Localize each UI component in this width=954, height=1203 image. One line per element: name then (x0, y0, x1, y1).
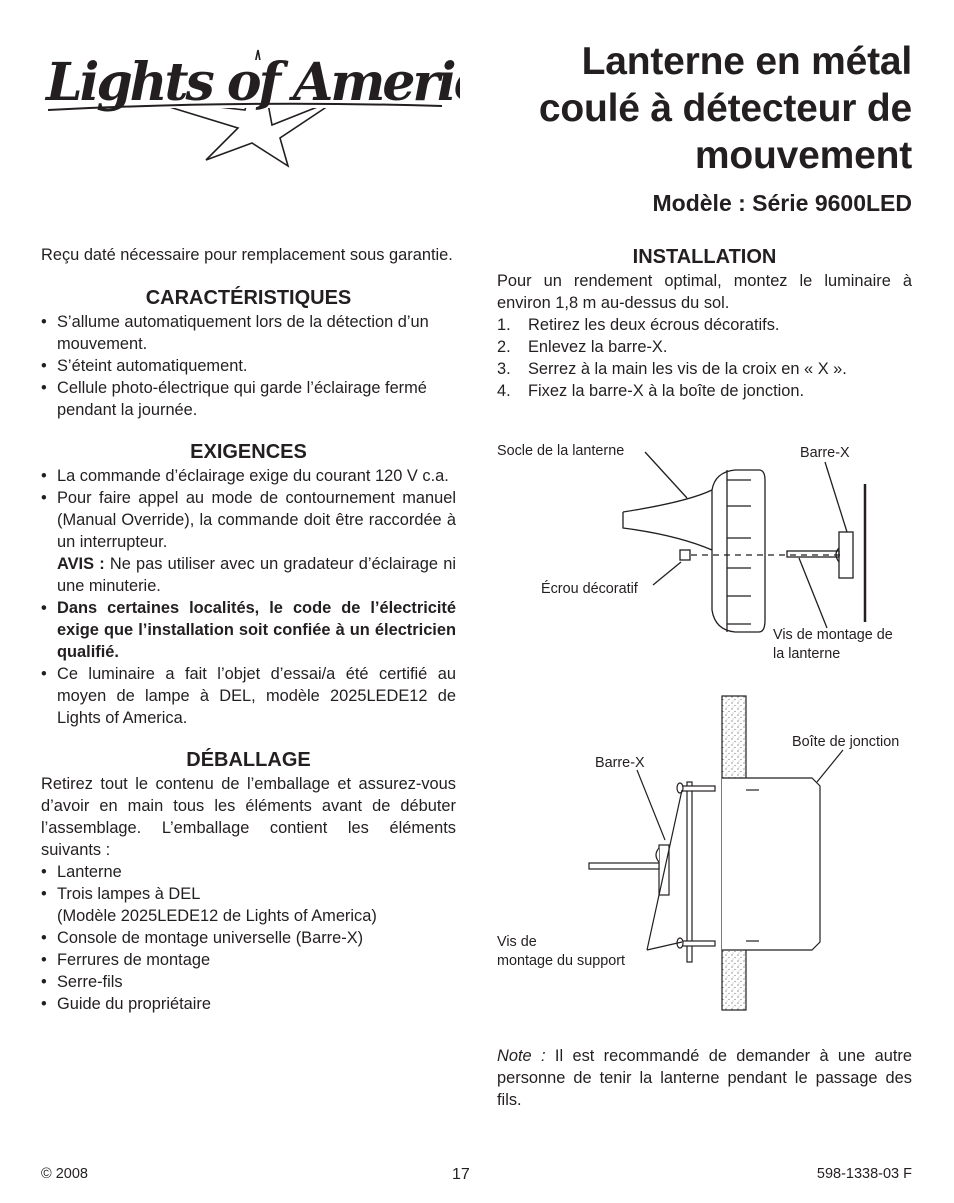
step-item (497, 380, 912, 402)
step-item (497, 314, 912, 336)
title-line: Lanterne en métal (581, 40, 912, 83)
list-item: • Serre-fils (41, 971, 456, 993)
label-line: Vis de montage de (773, 627, 893, 643)
list-item-text: Trois lampes à DEL (57, 885, 201, 903)
installation-steps (497, 314, 912, 402)
list-item: • Cellule photo-électrique qui garde l’éclairage fermé pendant la journée. (41, 377, 456, 421)
label-support-screws (497, 933, 625, 971)
step-number: 4. (497, 382, 511, 400)
step-text: Fixez la barre-X à la boîte de jonction. (528, 382, 805, 400)
requirements-heading: EXIGENCES (190, 441, 307, 463)
lantern-mount-diagram (497, 440, 917, 670)
list-item: • La commande d’éclairage exige du courant 120 V c.a. (41, 465, 456, 487)
unpacking-heading: DÉBALLAGE (186, 749, 311, 771)
installation-intro: Pour un rendement optimal, montez le luminaire à environ 1,8 m au-dessus du sol. (497, 272, 912, 312)
list-item: • S’allume automatiquement lors de la détection d’un mouvement. (41, 311, 456, 355)
label-line: la lanterne (773, 646, 841, 662)
label-x-bar: Barre-X (595, 755, 645, 771)
warranty-note: Reçu daté nécessaire pour remplacement sous garantie. (41, 246, 453, 264)
brand-logo (40, 40, 460, 170)
label-line: montage du support (497, 953, 626, 969)
list-item: • Lanterne (41, 861, 456, 883)
step-text: Serrez à la main les vis de la croix en « X ». (528, 360, 847, 378)
registered-mark: ® (442, 90, 449, 100)
contents-list (41, 861, 456, 1015)
features-list (41, 311, 456, 421)
list-item-text: Pour faire appel au mode de contournement manuel (Manual Override), la commande doit être raccordée à un interrupteur. (57, 489, 456, 551)
label-mounting-screws (773, 626, 893, 664)
document-code: 598-1338-03 F (816, 1166, 912, 1182)
list-item (41, 487, 456, 597)
features-heading: CARACTÉRISTIQUES (145, 287, 352, 309)
notice-label: AVIS : (57, 555, 105, 573)
copyright: © 2008 (41, 1166, 88, 1182)
list-item (41, 883, 456, 927)
step-text: Retirez les deux écrous décoratifs. (528, 316, 780, 334)
label-lantern-base: Socle de la lanterne (497, 443, 625, 459)
page-title (492, 38, 912, 179)
installation-heading: INSTALLATION (632, 246, 777, 268)
logo-text: Lights of Ameri (46, 52, 454, 113)
right-column (497, 244, 912, 402)
step-item (497, 336, 912, 358)
step-number: 3. (497, 360, 511, 378)
note-label: Note : (497, 1047, 546, 1065)
left-column (41, 244, 456, 1015)
list-item: • Ferrures de montage (41, 949, 456, 971)
title-line: mouvement (694, 134, 912, 177)
list-item: • Dans certaines localités, le code de l’électricité exige que l’installation soit confiée à un électricien qualifié. (41, 597, 456, 663)
label-decorative-nut: Écrou décoratif (541, 581, 638, 597)
installation-note (497, 1045, 912, 1111)
notice-text: Ne pas utiliser avec un gradateur d’éclairage ni une minuterie. (57, 555, 456, 595)
step-number: 1. (497, 316, 511, 334)
unpacking-text: Retirez tout le contenu de l’emballage et assurez-vous d’avoir en main tous les éléments avant de débuter l’assemblage. L’emballage contient les éléments suivants : (41, 775, 456, 859)
step-text: Enlevez la barre-X. (528, 338, 668, 356)
step-item (497, 358, 912, 380)
requirements-list (41, 465, 456, 729)
list-item: • Guide du propriétaire (41, 993, 456, 1015)
page-number: 17 (452, 1166, 470, 1183)
model-subtitle: Modèle : Série 9600LED (652, 190, 912, 216)
list-item: • Console de montage universelle (Barre-X) (41, 927, 456, 949)
title-line: coulé à détecteur de (538, 87, 912, 130)
label-x-bar: Barre-X (800, 445, 850, 461)
logo-star-icon (40, 40, 460, 170)
list-item: • Ce luminaire a fait l’objet d’essai/a été certifié au moyen de lampe à DEL, modèle 2025LEDE12 de Lights of America. (41, 663, 456, 729)
junction-box-diagram (497, 690, 917, 1020)
step-number: 2. (497, 338, 511, 356)
label-junction-box: Boîte de jonction (792, 734, 900, 750)
list-item: • S’éteint automatiquement. (41, 355, 456, 377)
label-line: Vis de (497, 934, 537, 950)
note-text: Il est recommandé de demander à une autre personne de tenir la lanterne pendant le passage des fils. (497, 1047, 912, 1109)
list-item-subtext: (Modèle 2025LEDE12 de Lights of America) (57, 907, 377, 925)
